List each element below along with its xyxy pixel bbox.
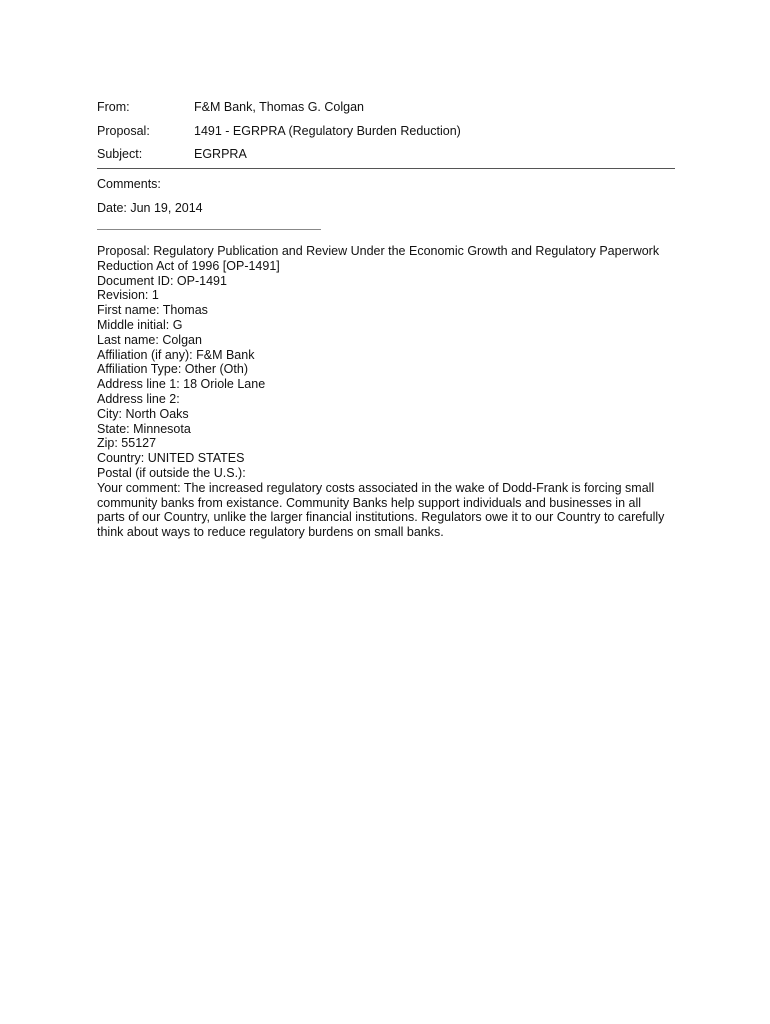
first-name-line: First name: Thomas [97,303,208,318]
comment-line-3: parts of our Country, unlike the larger financial institutions. Regulators owe it to our Country to carefully [97,510,665,525]
from-value: F&M Bank, Thomas G. Colgan [194,100,364,114]
city-line: City: North Oaks [97,406,189,421]
affiliation-line: Affiliation (if any): F&M Bank [97,347,255,362]
address-line-1: Address line 1: 18 Oriole Lane [97,377,266,392]
revision-line: Revision: 1 [97,288,159,303]
proposal-line-1: Proposal: Regulatory Publication and Review Under the Economic Growth and Regulatory Paperwork [97,244,660,258]
comments-label: Comments: [97,177,161,191]
subject-row [97,143,675,167]
comment-body [97,244,677,540]
proposal-value: 1491 - EGRPRA (Regulatory Burden Reduction) [194,123,461,138]
middle-initial-line: Middle initial: G [97,317,183,332]
affiliation-type-line: Affiliation Type: Other (Oth) [97,362,248,377]
date-underline [97,229,321,230]
header-divider [97,168,675,169]
from-row [97,96,675,120]
proposal-line-2: Reduction Act of 1996 [OP-1491] [97,258,280,273]
from-label: From: [97,100,130,114]
subject-label: Subject: [97,147,143,161]
document-id-line: Document ID: OP-1491 [97,273,227,288]
subject-value: EGRPRA [194,147,247,161]
memo-header [97,96,675,167]
date-line: Date: Jun 19, 2014 [97,201,203,215]
comment-line-2: community banks from existance. Community Banks help support individuals and businesses in all [97,495,642,510]
proposal-row [97,120,675,144]
postal-line: Postal (if outside the U.S.): [97,465,246,480]
zip-line: Zip: 55127 [97,436,157,451]
address-line-2: Address line 2: [97,391,180,406]
proposal-label: Proposal: [97,123,150,138]
comment-line-4: think about ways to reduce regulatory burdens on small banks. [97,525,444,540]
last-name-line: Last name: Colgan [97,332,202,347]
country-line: Country: UNITED STATES [97,451,245,466]
comment-line-1: Your comment: The increased regulatory costs associated in the wake of Dodd-Frank is forcing small [97,480,655,495]
state-line: State: Minnesota [97,421,191,436]
